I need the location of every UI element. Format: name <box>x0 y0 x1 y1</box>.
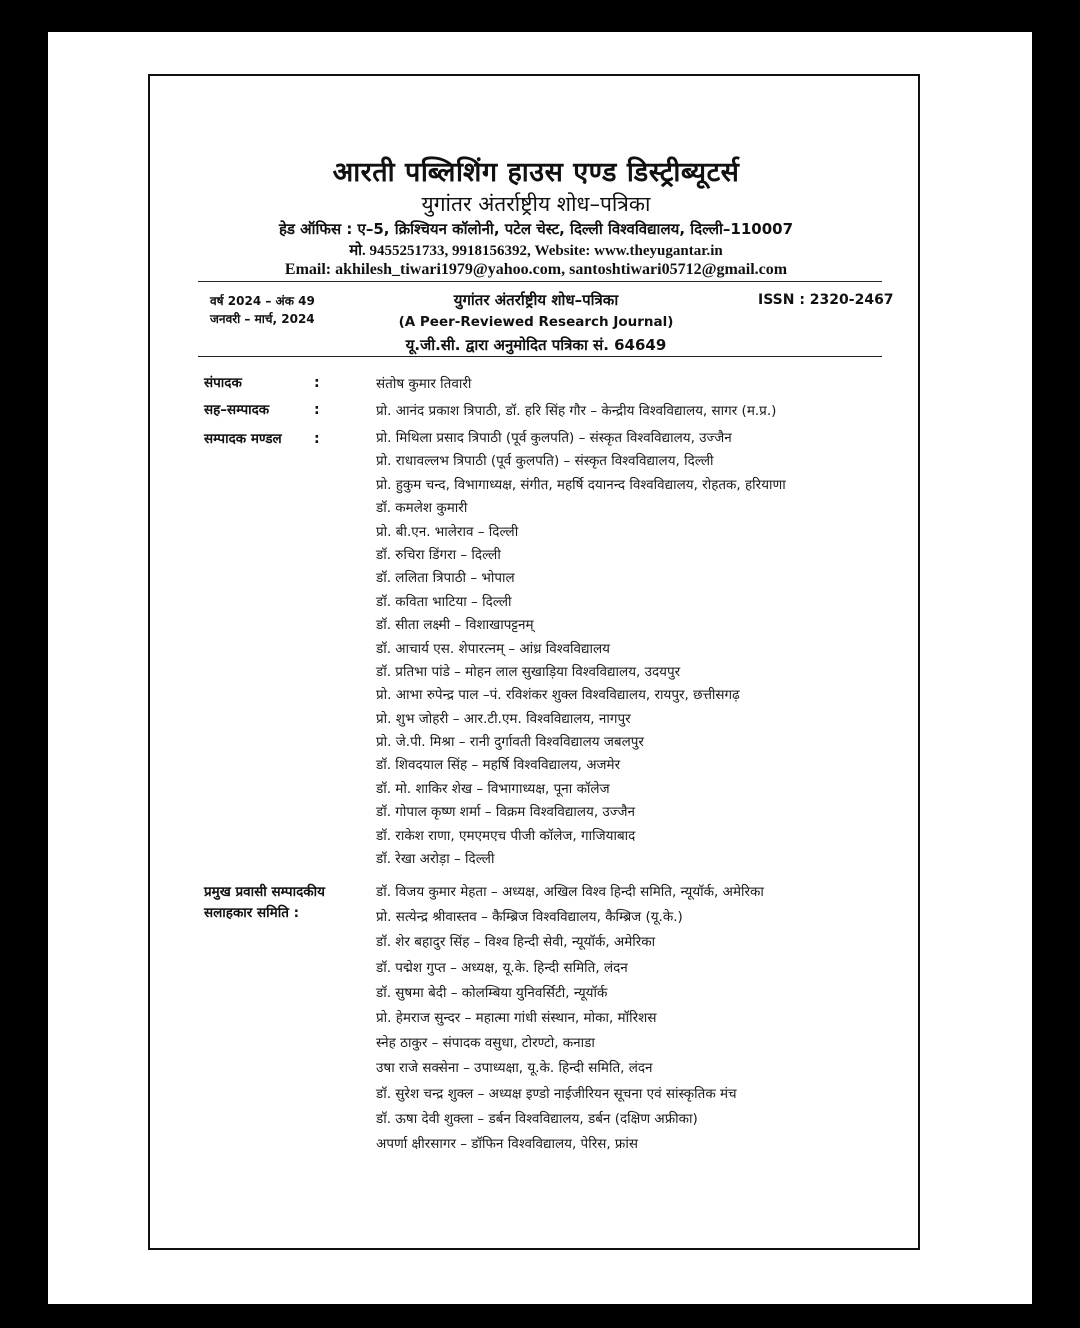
top-divider <box>198 281 882 282</box>
expat-member: प्रो. हेमराज सुन्दर – महात्मा गांधी संस्थान, मोका, मॉरिशस <box>376 1009 657 1026</box>
editor-label: संपादक <box>204 375 242 391</box>
board-colon: : <box>314 431 320 447</box>
expat-member: डॉ. सुरेश चन्द्र शुक्ल – अध्यक्ष इण्डो नाईजीरियन सूचना एवं सांस्कृतिक मंच <box>376 1085 737 1102</box>
board-member: प्रो. जे.पी. मिश्रा – रानी दुर्गावती विश्वविद्यालय जबलपुर <box>376 734 644 751</box>
co-editor-colon: : <box>314 402 320 418</box>
board-member: डॉ. शिवदयाल सिंह – महर्षि विश्वविद्यालय, अजमेर <box>376 757 621 774</box>
editor-colon: : <box>314 375 320 391</box>
board-member: डॉ. रुचिरा डिंगरा – दिल्ली <box>376 546 501 563</box>
expat-member: डॉ. शेर बहादुर सिंह – विश्व हिन्दी सेवी, न्यूयॉर्क, अमेरिका <box>376 934 656 951</box>
board-member: प्रो. राधावल्लभ त्रिपाठी (पूर्व कुलपति) – संस्कृत विश्वविद्यालय, दिल्ली <box>376 453 714 470</box>
contact-email: Email: akhilesh_tiwari1979@yahoo.com, santoshtiwari05712@gmail.com <box>284 261 788 278</box>
expat-member: डॉ. पद्मेश गुप्त – अध्यक्ष, यू.के. हिन्दी समिति, लंदन <box>376 959 628 976</box>
expat-member: स्नेह ठाकुर – संपादक वसुधा, टोरण्टो, कनाडा <box>376 1035 595 1052</box>
expat-member: डॉ. ऊषा देवी शुक्ला – डर्बन विश्वविद्यालय, डर्बन (दक्षिण अफ्रीका) <box>376 1110 698 1127</box>
board-member: डॉ. गोपाल कृष्ण शर्मा – विक्रम विश्वविद्यालय, उज्जैन <box>376 804 636 821</box>
co-editor-label: सह–सम्पादक <box>204 402 270 418</box>
board-member: प्रो. मिथिला प्रसाद त्रिपाठी (पूर्व कुलपति) – संस्कृत विश्वविद्यालय, उज्जैन <box>376 430 732 446</box>
issn-number: ISSN : 2320-2467 <box>758 292 894 308</box>
board-member: प्रो. आभा रुपेन्द्र पाल –पं. रविशंकर शुक्ल विश्वविद्यालय, रायपुर, छत्तीसगढ़ <box>376 687 740 704</box>
expat-member: अपर्णा क्षीरसागर – डॉफिन विश्वविद्यालय, पेरिस, फ्रांस <box>376 1135 638 1152</box>
expat-committee-label-line2: सलाहकार समिति : <box>204 905 300 921</box>
ugc-approval: यू.जी.सी. द्वारा अनुमोदित पत्रिका सं. 64649 <box>405 336 667 354</box>
expat-committee-label-line1: प्रमुख प्रवासी सम्पादकीय <box>204 884 325 900</box>
board-member: डॉ. राकेश राणा, एमएमएच पीजी कॉलेज, गाजियाबाद <box>376 827 636 844</box>
issue-period: जनवरी – मार्च, 2024 <box>210 312 315 326</box>
board-member: प्रो. शुभ जोहरी – आर.टी.एम. विश्वविद्यालय, नागपुर <box>376 710 631 727</box>
bottom-divider <box>198 356 882 357</box>
expat-member: डॉ. विजय कुमार मेहता – अध्यक्ष, अखिल विश्व हिन्दी समिति, न्यूयॉर्क, अमेरिका <box>376 884 764 900</box>
board-member: डॉ. सीता लक्ष्मी – विशाखापट्टनम् <box>376 617 534 634</box>
contact-phone-website: मो. 9455251733, 9918156392, Website: www.theyugantar.in <box>349 243 723 259</box>
board-member: प्रो. बी.एन. भालेराव – दिल्ली <box>376 523 519 540</box>
expat-member: डॉ. सुषमा बेदी – कोलम्बिया युनिवर्सिटी, न्यूयॉर्क <box>376 984 608 1001</box>
board-label: सम्पादक मण्डल <box>204 431 282 447</box>
board-member: डॉ. कमलेश कुमारी <box>376 500 468 517</box>
board-member-list <box>376 427 786 871</box>
editor-list <box>376 371 776 425</box>
board-member: प्रो. हुकुम चन्द, विभागाध्यक्ष, संगीत, महर्षि दयानन्द विश्वविद्यालय, रोहतक, हरियाणा <box>376 476 786 493</box>
board-member: डॉ. रेखा अरोड़ा – दिल्ली <box>376 851 495 868</box>
co-editor-name: प्रो. आनंद प्रकाश त्रिपाठी, डॉ. हरि सिंह गौर – केन्द्रीय विश्वविद्यालय, सागर (म.प्र.) <box>376 403 777 419</box>
board-member: डॉ. मो. शाकिर शेख – विभागाध्यक्ष, पूना कॉलेज <box>376 780 610 797</box>
editor-name: संतोष कुमार तिवारी <box>376 376 472 392</box>
office-address: हेड ऑफिस : ए–5, क्रिश्चियन कॉलोनी, पटेल चेस्ट, दिल्ली विश्वविद्यालय, दिल्ली–110007 <box>278 220 794 238</box>
journal-name-header: युगांतर अंतर्राष्ट्रीय शोध–पत्रिका <box>421 192 651 216</box>
document-frame <box>148 74 920 1250</box>
issue-volume: वर्ष 2024 – अंक 49 <box>210 294 315 308</box>
board-member: डॉ. कविता भाटिया – दिल्ली <box>376 593 512 610</box>
board-member: डॉ. प्रतिभा पांडे – मोहन लाल सुखाड़िया विश्वविद्यालय, उदयपुर <box>376 663 681 680</box>
publisher-name: आरती पब्लिशिंग हाउस एण्ड डिस्ट्रीब्यूटर्स <box>332 157 740 188</box>
board-member: डॉ. ललिता त्रिपाठी – भोपाल <box>376 570 515 587</box>
expat-member-list <box>376 880 764 1157</box>
expat-member: उषा राजे सक्सेना – उपाध्यक्षा, यू.के. हिन्दी समिति, लंदन <box>376 1060 653 1077</box>
expat-member: प्रो. सत्येन्द्र श्रीवास्तव – कैम्ब्रिज विश्वविद्यालय, कैम्ब्रिज (यू.के.) <box>376 909 683 926</box>
board-member: डॉ. आचार्य एस. शेपारत्नम् – आंध्र विश्वविद्यालय <box>376 640 610 657</box>
journal-subtitle: (A Peer-Reviewed Research Journal) <box>398 314 674 330</box>
journal-title: युगांतर अंतर्राष्ट्रीय शोध–पत्रिका <box>453 291 619 309</box>
